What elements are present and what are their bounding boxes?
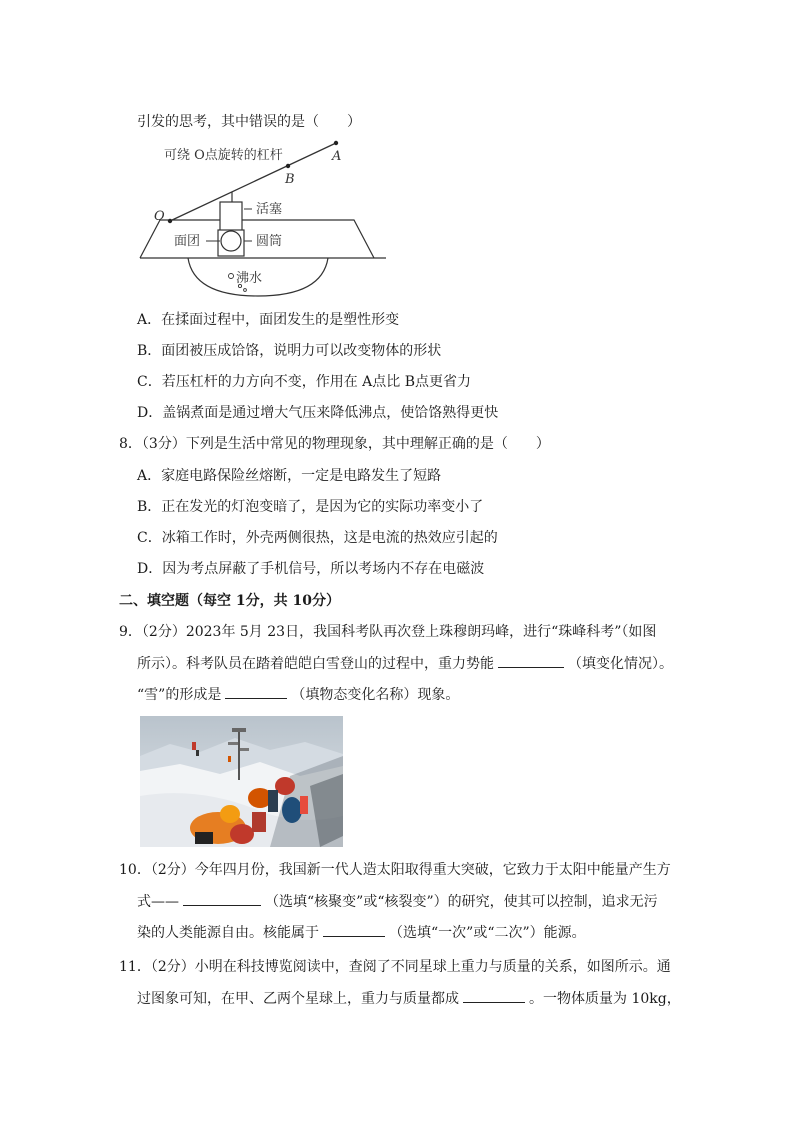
piston-label: 活塞 <box>256 202 283 217</box>
q10-line2-text-a: 式—— <box>137 894 179 910</box>
point-a-dot <box>334 141 338 145</box>
q9-line3-text-b: （填物态变化名称）现象。 <box>291 687 460 703</box>
q8-stem: 8．（3分）下列是生活中常见的物理现象，其中理解正确的是（ ） <box>119 436 550 452</box>
q10-line1: 10．（2分）今年四月份，我国新一代人造太阳取得重大突破，它致力于太阳中能量产生方 <box>119 862 671 878</box>
q9-line2 <box>137 653 673 674</box>
cylinder-label: 圆筒 <box>256 234 283 249</box>
point-b-dot <box>286 164 290 168</box>
q9-line3 <box>137 684 459 705</box>
q11-line1: 11．（2分）小明在科技博览阅读中，查阅了不同星球上重力与质量的关系，如图所示。通 <box>119 959 671 975</box>
point-o-label: O <box>154 209 165 224</box>
q9-line3-text-a: “雪”的形成是 <box>137 687 222 703</box>
q8-option-c: C．冰箱工作时，外壳两侧很热，这是电流的热效应引起的 <box>137 530 498 546</box>
lever-press-diagram <box>136 138 390 298</box>
dough-label: 面团 <box>174 234 201 249</box>
q9-line1: 9．（2分）2023年 5月 23日，我国科考队再次登上珠穆朗玛峰，进行“珠峰科考”（如图 <box>119 624 657 640</box>
q10-line3 <box>137 922 586 943</box>
point-b-label: B <box>285 172 295 187</box>
q10-line2-text-b: （选填“核聚变”或“核裂变”）的研究，使其可以控制，追求无污 <box>265 894 658 910</box>
q10-blank-2[interactable] <box>323 922 385 937</box>
q10-line3-text-a: 染的人类能源自由。核能属于 <box>137 925 319 941</box>
q9-line2-text-a: 所示）。科考队员在踏着皑皑白雪登山的过程中，重力势能 <box>137 656 494 672</box>
lever-label: 可绕 O点旋转的杠杆 <box>164 148 283 163</box>
piston-shape <box>220 202 242 232</box>
q9-line2-text-b: （填变化情况）。 <box>568 656 673 672</box>
q11-line2-text-a: 过图象可知，在甲、乙两个星球上，重力与质量都成 <box>137 991 459 1007</box>
dough-shape <box>221 231 241 251</box>
q7-stem-tail: 引发的思考，其中错误的是（ ） <box>137 114 361 130</box>
q9-blank-2[interactable] <box>225 684 287 699</box>
boiling-label: 沸水 <box>236 271 263 286</box>
q10-blank-1[interactable] <box>183 891 261 906</box>
section-heading: 二、填空题（每空 1分，共 10分） <box>119 593 340 609</box>
q7-option-c: C．若压杠杆的力方向不变，作用在 A点比 B点更省力 <box>137 374 472 390</box>
q8-option-a: A．家庭电路保险丝熔断，一定是电路发生了短路 <box>137 468 442 484</box>
q10-line3-text-b: （选填“一次”或“二次”）能源。 <box>389 925 586 941</box>
q10-line2 <box>137 891 658 912</box>
q8-option-b: B．正在发光的灯泡变暗了，是因为它的实际功率变小了 <box>137 499 484 515</box>
q7-option-d: D．盖锅煮面是通过增大气压来降低沸点，使饸饹熟得更快 <box>137 405 499 421</box>
q9-blank-1[interactable] <box>498 653 564 668</box>
q7-option-a: A．在揉面过程中，面团发生的是塑性形变 <box>137 312 400 328</box>
point-a-label: A <box>332 149 342 164</box>
point-o-dot <box>168 219 172 223</box>
q7-option-b: B．面团被压成饸饹，说明力可以改变物体的形状 <box>137 343 442 359</box>
q11-blank-1[interactable] <box>463 988 525 1003</box>
everest-expedition-photo <box>140 716 343 847</box>
q11-line2-text-b: 。一物体质量为 10kg， <box>529 991 681 1007</box>
q11-line2 <box>137 988 681 1009</box>
q8-option-d: D．因为考点屏蔽了手机信号，所以考场内不存在电磁波 <box>137 561 485 577</box>
